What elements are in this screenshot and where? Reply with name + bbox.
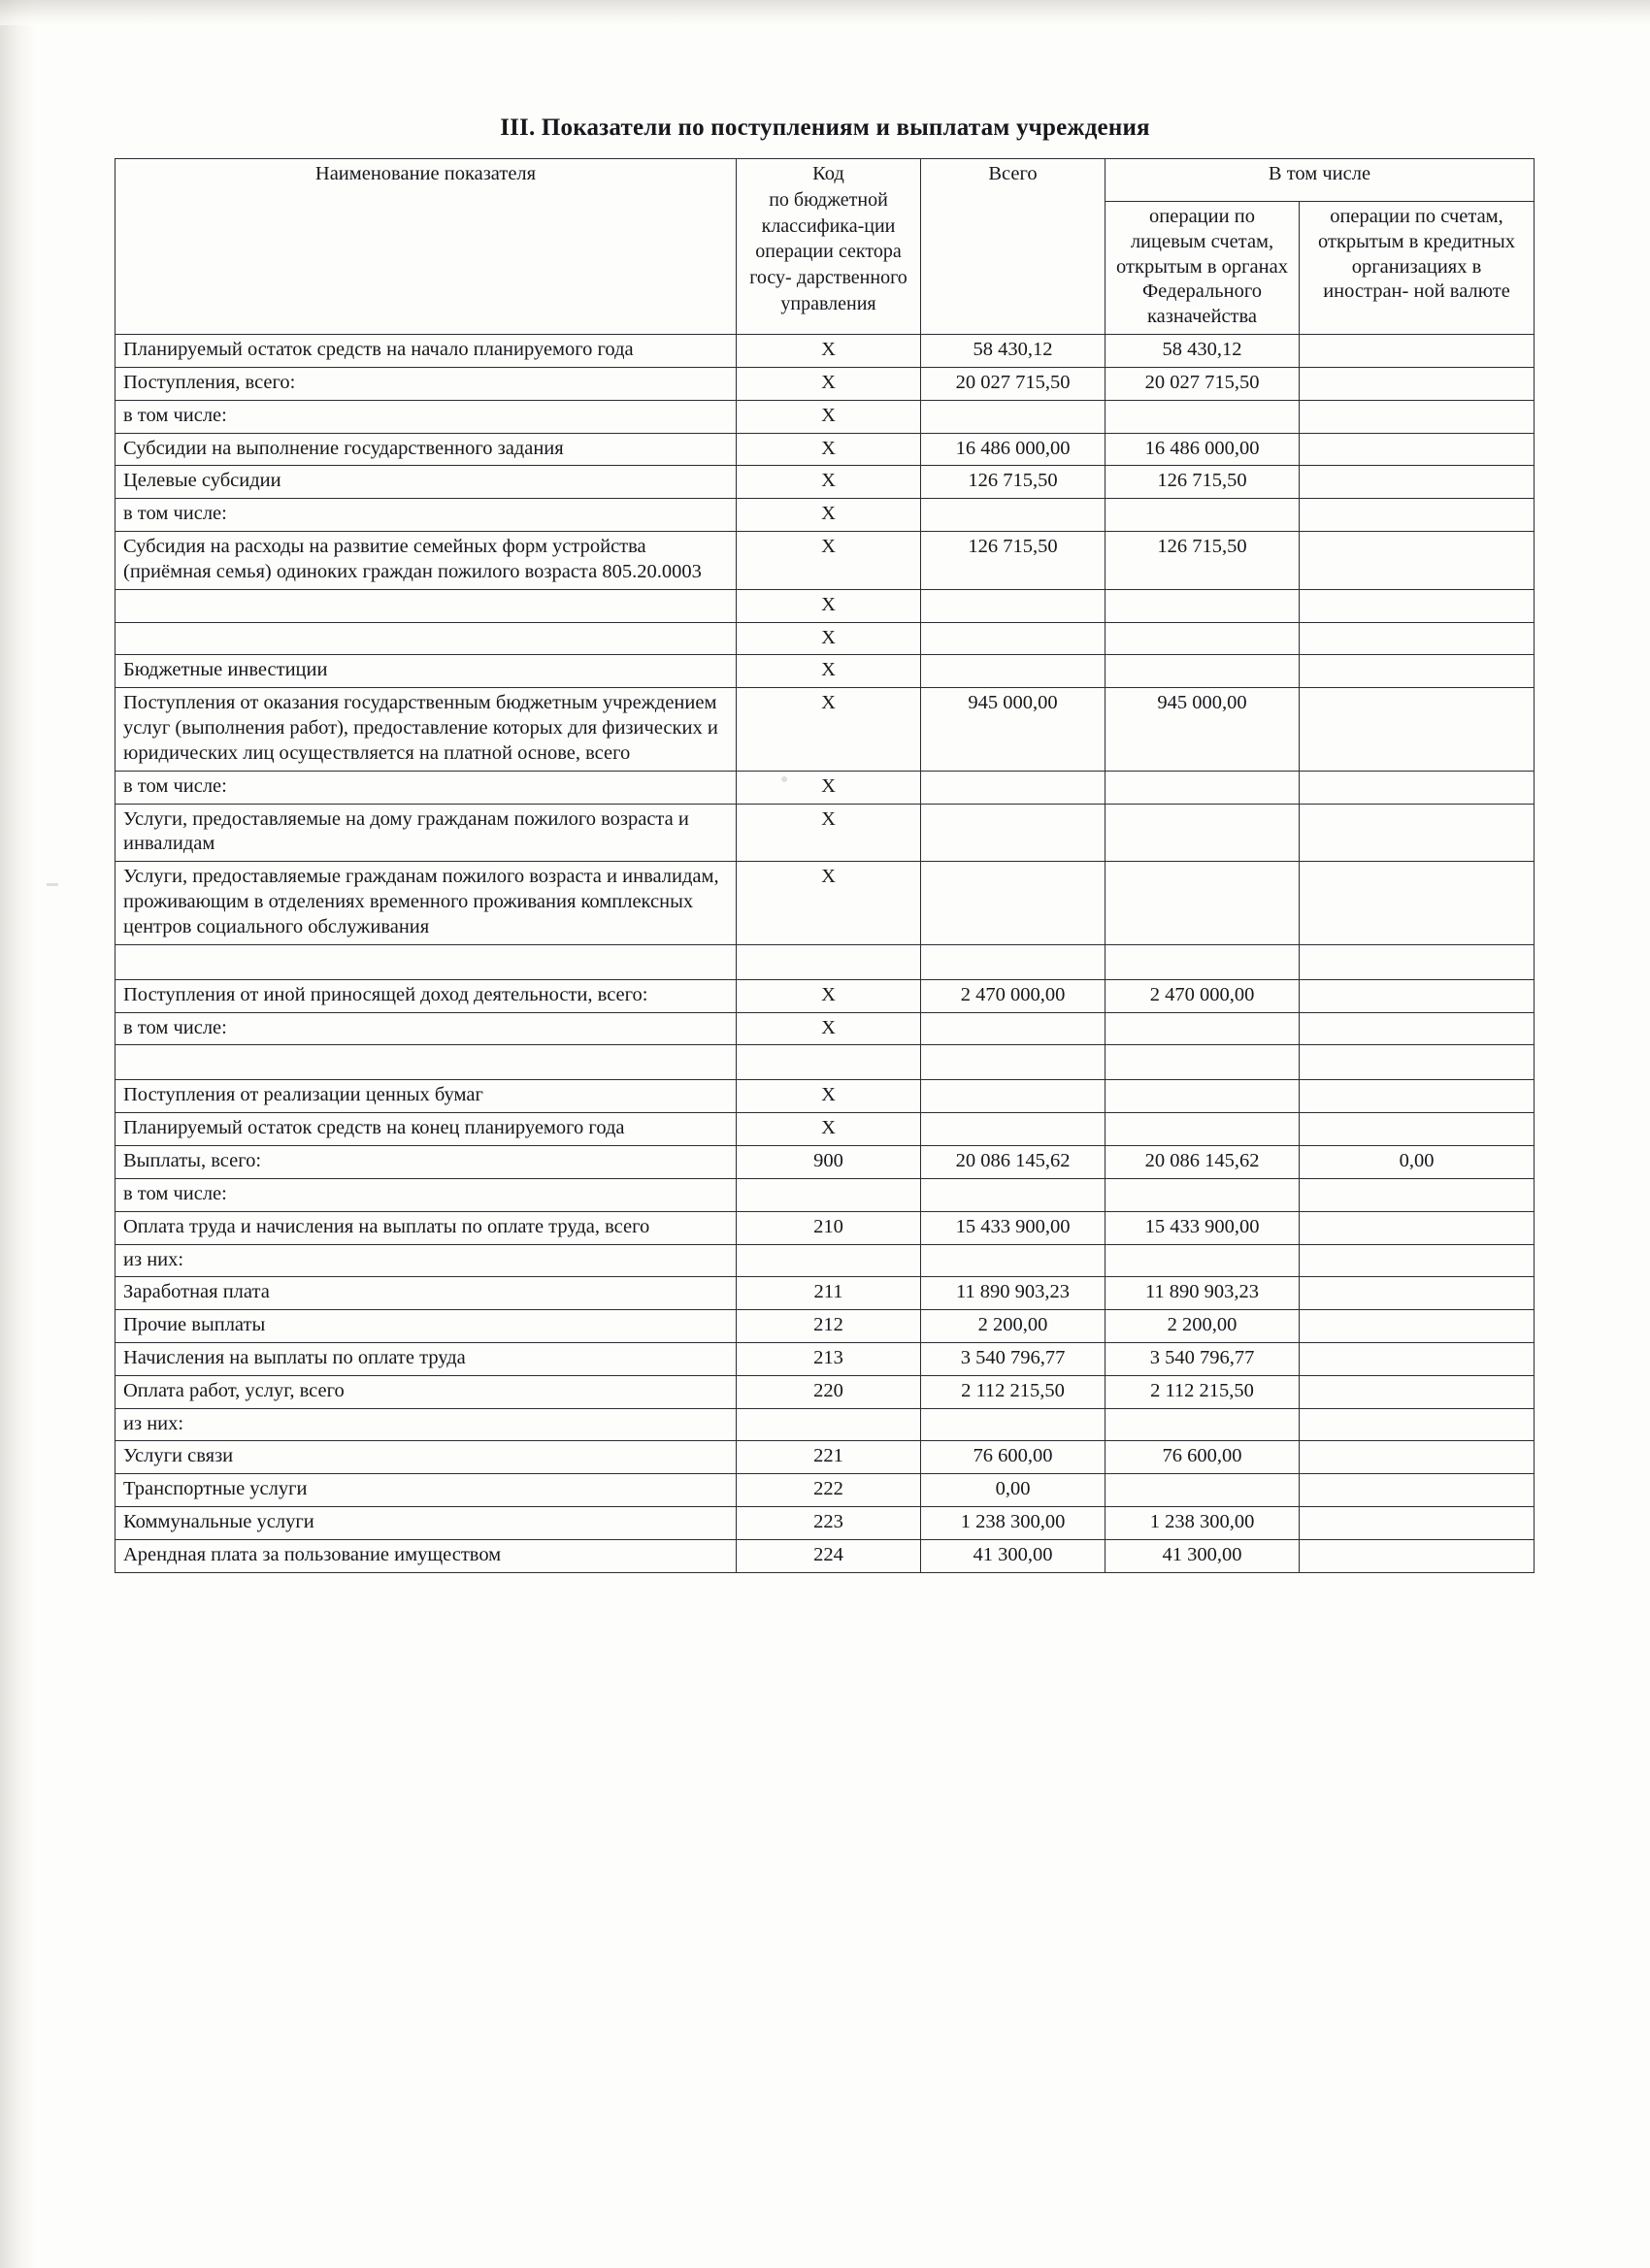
cell-total <box>921 622 1106 655</box>
cell-indicator-name: Поступления от оказания государственным бюджетным учреждением услуг (выполнения работ), предоставление которых для физических и юридических лиц осуществляется на платной основе, всего <box>116 688 737 771</box>
cell-treasury-accounts <box>1106 499 1300 532</box>
cell-total: 945 000,00 <box>921 688 1106 771</box>
cell-total <box>921 400 1106 433</box>
cell-total <box>921 862 1106 944</box>
cell-credit-accounts <box>1300 1012 1534 1045</box>
table-row <box>116 804 1534 862</box>
header-label-name: Наименование показателя <box>314 163 537 184</box>
cell-credit-accounts <box>1300 1375 1534 1408</box>
cell-credit-accounts <box>1300 1310 1534 1343</box>
cell-indicator-name: Услуги, предоставляемые на дому гражданам пожилого возраста и инвалидам <box>116 804 737 862</box>
cell-total: 20 086 145,62 <box>921 1146 1106 1179</box>
cell-indicator-name <box>116 944 737 979</box>
table-row <box>116 1277 1534 1310</box>
cell-total <box>921 499 1106 532</box>
cell-code: Х <box>737 1012 921 1045</box>
cell-code: Х <box>737 979 921 1012</box>
cell-treasury-accounts <box>1106 1113 1300 1146</box>
table-row <box>116 688 1534 771</box>
cell-credit-accounts: 0,00 <box>1300 1146 1534 1179</box>
cell-treasury-accounts: 16 486 000,00 <box>1106 433 1300 466</box>
cell-credit-accounts <box>1300 1244 1534 1277</box>
table-row <box>116 1310 1534 1343</box>
cell-total: 41 300,00 <box>921 1539 1106 1572</box>
cell-total: 76 600,00 <box>921 1441 1106 1474</box>
cell-total: 58 430,12 <box>921 335 1106 368</box>
header-label-code-sub-4: сектора госу- <box>749 241 902 289</box>
cell-code: Х <box>737 400 921 433</box>
table-row <box>116 466 1534 499</box>
cell-indicator-name: в том числе: <box>116 499 737 532</box>
cell-indicator-name <box>116 589 737 622</box>
header-cell-lic <box>1106 202 1300 335</box>
header-label-code: Код <box>812 163 844 184</box>
table-row <box>116 1507 1534 1540</box>
cell-credit-accounts <box>1300 335 1534 368</box>
header-label-lic-7: казначейства <box>1146 306 1258 328</box>
cell-credit-accounts <box>1300 655 1534 688</box>
cell-treasury-accounts: 3 540 796,77 <box>1106 1342 1300 1375</box>
cell-total <box>921 944 1106 979</box>
scan-speck <box>47 883 58 886</box>
cell-code: 212 <box>737 1310 921 1343</box>
cell-indicator-name: из них: <box>116 1244 737 1277</box>
table-row <box>116 499 1534 532</box>
cell-indicator-name: Целевые субсидии <box>116 466 737 499</box>
cell-indicator-name: Поступления от иной приносящей доход деятельности, всего: <box>116 979 737 1012</box>
table-body <box>116 335 1534 1573</box>
cell-total <box>921 771 1106 804</box>
header-label-lic-2: по лицевым <box>1130 206 1255 252</box>
cell-indicator-name: Услуги, предоставляемые гражданам пожилого возраста и инвалидам, проживающим в отделениях временного проживания комплексных центров социального обслуживания <box>116 862 737 944</box>
cell-credit-accounts <box>1300 1113 1534 1146</box>
header-label-code-sub-2: классифика-ции <box>761 214 896 237</box>
header-label-cred-7: ной валюте <box>1413 280 1510 303</box>
cell-credit-accounts <box>1300 944 1534 979</box>
cell-code: Х <box>737 771 921 804</box>
cell-indicator-name: Заработная плата <box>116 1277 737 1310</box>
financial-indicators-table <box>115 158 1534 1573</box>
cell-credit-accounts <box>1300 688 1534 771</box>
cell-total <box>921 1080 1106 1113</box>
cell-treasury-accounts <box>1106 1045 1300 1080</box>
cell-indicator-name: Поступления, всего: <box>116 367 737 400</box>
table-row <box>116 771 1534 804</box>
cell-credit-accounts <box>1300 1211 1534 1244</box>
cell-code: 210 <box>737 1211 921 1244</box>
cell-treasury-accounts: 76 600,00 <box>1106 1441 1300 1474</box>
header-cell-name <box>116 159 737 335</box>
cell-treasury-accounts <box>1106 944 1300 979</box>
cell-indicator-name: Транспортные услуги <box>116 1474 737 1507</box>
cell-credit-accounts <box>1300 400 1534 433</box>
cell-credit-accounts <box>1300 862 1534 944</box>
cell-indicator-name: в том числе: <box>116 1178 737 1211</box>
header-label-lic-5: в органах <box>1206 255 1288 278</box>
cell-total <box>921 589 1106 622</box>
cell-indicator-name: в том числе: <box>116 771 737 804</box>
table-row <box>116 1408 1534 1441</box>
cell-treasury-accounts: 20 086 145,62 <box>1106 1146 1300 1179</box>
cell-indicator-name: Оплата работ, услуг, всего <box>116 1375 737 1408</box>
header-label-lic-6: Федерального <box>1141 280 1263 303</box>
header-label-code-sub-1: по бюджетной <box>769 188 888 211</box>
cell-treasury-accounts: 20 027 715,50 <box>1106 367 1300 400</box>
cell-total: 1 238 300,00 <box>921 1507 1106 1540</box>
header-label-cred-3: открытым <box>1318 230 1404 252</box>
table-row <box>116 1539 1534 1572</box>
table-row <box>116 400 1534 433</box>
cell-treasury-accounts <box>1106 1080 1300 1113</box>
cell-indicator-name: Бюджетные инвестиции <box>116 655 737 688</box>
cell-code: Х <box>737 1113 921 1146</box>
cell-indicator-name: Прочие выплаты <box>116 1310 737 1343</box>
table-row <box>116 1441 1534 1474</box>
cell-credit-accounts <box>1300 1045 1534 1080</box>
table-row <box>116 1080 1534 1113</box>
header-cell-code <box>737 159 921 335</box>
cell-total: 3 540 796,77 <box>921 1342 1106 1375</box>
cell-code <box>737 1408 921 1441</box>
cell-treasury-accounts: 126 715,50 <box>1106 532 1300 590</box>
table-row <box>116 589 1534 622</box>
cell-treasury-accounts: 945 000,00 <box>1106 688 1300 771</box>
table-row <box>116 367 1534 400</box>
table-header <box>116 159 1534 335</box>
header-label-group: В том числе <box>1268 163 1371 184</box>
cell-credit-accounts <box>1300 367 1534 400</box>
header-label-cred-1: операции <box>1330 206 1410 227</box>
table-row <box>116 862 1534 944</box>
cell-indicator-name: Начисления на выплаты по оплате труда <box>116 1342 737 1375</box>
cell-total <box>921 1113 1106 1146</box>
table-row <box>116 1244 1534 1277</box>
cell-code: Х <box>737 532 921 590</box>
header-label-cred-2: по счетам, <box>1414 206 1503 227</box>
cell-treasury-accounts: 11 890 903,23 <box>1106 1277 1300 1310</box>
cell-code: Х <box>737 367 921 400</box>
cell-indicator-name: в том числе: <box>116 1012 737 1045</box>
cell-code: 211 <box>737 1277 921 1310</box>
cell-total: 2 112 215,50 <box>921 1375 1106 1408</box>
cell-credit-accounts <box>1300 771 1534 804</box>
table-row <box>116 1211 1534 1244</box>
cell-total: 11 890 903,23 <box>921 1277 1106 1310</box>
cell-code: 213 <box>737 1342 921 1375</box>
cell-treasury-accounts: 15 433 900,00 <box>1106 1211 1300 1244</box>
cell-code: 224 <box>737 1539 921 1572</box>
cell-indicator-name <box>116 1045 737 1080</box>
cell-total: 16 486 000,00 <box>921 433 1106 466</box>
cell-credit-accounts <box>1300 1539 1534 1572</box>
cell-indicator-name: в том числе: <box>116 400 737 433</box>
cell-treasury-accounts <box>1106 1474 1300 1507</box>
cell-code <box>737 1244 921 1277</box>
cell-total <box>921 1012 1106 1045</box>
header-label-code-sub-5: дарственного <box>796 267 908 289</box>
header-label-cred-4: в кредитных <box>1408 230 1515 252</box>
header-cell-total <box>921 159 1106 335</box>
cell-code <box>737 1178 921 1211</box>
header-label-code-sub-3: операции <box>755 241 834 263</box>
cell-indicator-name: Услуги связи <box>116 1441 737 1474</box>
cell-total <box>921 1045 1106 1080</box>
cell-total: 126 715,50 <box>921 532 1106 590</box>
cell-code: Х <box>737 655 921 688</box>
scan-edge-left <box>0 0 35 2268</box>
cell-credit-accounts <box>1300 1080 1534 1113</box>
cell-code: 223 <box>737 1507 921 1540</box>
cell-code <box>737 944 921 979</box>
cell-indicator-name <box>116 622 737 655</box>
cell-credit-accounts <box>1300 1474 1534 1507</box>
cell-credit-accounts <box>1300 433 1534 466</box>
table-row <box>116 1113 1534 1146</box>
cell-treasury-accounts <box>1106 400 1300 433</box>
cell-credit-accounts <box>1300 532 1534 590</box>
table-row <box>116 335 1534 368</box>
cell-credit-accounts <box>1300 499 1534 532</box>
cell-credit-accounts <box>1300 589 1534 622</box>
cell-code: 900 <box>737 1146 921 1179</box>
table-row <box>116 1342 1534 1375</box>
cell-credit-accounts <box>1300 466 1534 499</box>
cell-credit-accounts <box>1300 979 1534 1012</box>
cell-indicator-name: Выплаты, всего: <box>116 1146 737 1179</box>
table-row <box>116 1178 1534 1211</box>
cell-code: Х <box>737 499 921 532</box>
cell-code: Х <box>737 804 921 862</box>
cell-credit-accounts <box>1300 622 1534 655</box>
cell-indicator-name: Субсидии на выполнение государственного задания <box>116 433 737 466</box>
cell-code: Х <box>737 589 921 622</box>
header-cell-group <box>1106 159 1534 202</box>
cell-indicator-name: Арендная плата за пользование имуществом <box>116 1539 737 1572</box>
table-row <box>116 1474 1534 1507</box>
cell-treasury-accounts <box>1106 655 1300 688</box>
table-row <box>116 1045 1534 1080</box>
cell-treasury-accounts: 1 238 300,00 <box>1106 1507 1300 1540</box>
page-title: III. Показатели по поступлениям и выплатам учреждения <box>500 115 1150 141</box>
cell-indicator-name: Планируемый остаток средств на начало планируемого года <box>116 335 737 368</box>
cell-total: 15 433 900,00 <box>921 1211 1106 1244</box>
table-row <box>116 433 1534 466</box>
table-row <box>116 1146 1534 1179</box>
cell-total: 0,00 <box>921 1474 1106 1507</box>
cell-indicator-name: Субсидия на расходы на развитие семейных форм устройства (приёмная семья) одиноких граждан пожилого возраста 805.20.0003 <box>116 532 737 590</box>
cell-treasury-accounts <box>1106 1178 1300 1211</box>
cell-treasury-accounts: 126 715,50 <box>1106 466 1300 499</box>
scan-edge-top <box>0 0 1650 25</box>
cell-total: 126 715,50 <box>921 466 1106 499</box>
header-label-cred-5: организациях <box>1351 255 1468 278</box>
cell-credit-accounts <box>1300 1507 1534 1540</box>
cell-total: 2 200,00 <box>921 1310 1106 1343</box>
cell-treasury-accounts: 2 470 000,00 <box>1106 979 1300 1012</box>
table-row <box>116 622 1534 655</box>
cell-treasury-accounts <box>1106 1012 1300 1045</box>
header-label-lic-3: счетам, <box>1210 230 1274 252</box>
table-header-row-1 <box>116 159 1534 202</box>
cell-treasury-accounts <box>1106 804 1300 862</box>
cell-total <box>921 804 1106 862</box>
cell-credit-accounts <box>1300 1408 1534 1441</box>
cell-treasury-accounts <box>1106 771 1300 804</box>
table-row <box>116 1012 1534 1045</box>
cell-treasury-accounts: 2 112 215,50 <box>1106 1375 1300 1408</box>
cell-code: Х <box>737 466 921 499</box>
header-label-lic-4: открытым <box>1116 255 1203 278</box>
cell-code <box>737 1045 921 1080</box>
header-cell-cred <box>1300 202 1534 335</box>
cell-treasury-accounts <box>1106 1244 1300 1277</box>
header-label-code-sub-6: управления <box>780 293 876 315</box>
cell-indicator-name: Оплата труда и начисления на выплаты по оплате труда, всего <box>116 1211 737 1244</box>
cell-indicator-name: Коммунальные услуги <box>116 1507 737 1540</box>
cell-credit-accounts <box>1300 1441 1534 1474</box>
table-row <box>116 944 1534 979</box>
cell-indicator-name: из них: <box>116 1408 737 1441</box>
cell-treasury-accounts <box>1106 622 1300 655</box>
header-label-lic-1: операции <box>1149 206 1230 227</box>
cell-code: Х <box>737 1080 921 1113</box>
cell-total: 2 470 000,00 <box>921 979 1106 1012</box>
cell-credit-accounts <box>1300 1342 1534 1375</box>
cell-treasury-accounts: 41 300,00 <box>1106 1539 1300 1572</box>
table-row <box>116 532 1534 590</box>
cell-indicator-name: Планируемый остаток средств на конец планируемого года <box>116 1113 737 1146</box>
cell-treasury-accounts: 58 430,12 <box>1106 335 1300 368</box>
cell-total <box>921 1408 1106 1441</box>
cell-code: Х <box>737 335 921 368</box>
cell-code: Х <box>737 622 921 655</box>
cell-code: Х <box>737 862 921 944</box>
cell-credit-accounts <box>1300 804 1534 862</box>
cell-total <box>921 1244 1106 1277</box>
cell-treasury-accounts: 2 200,00 <box>1106 1310 1300 1343</box>
cell-credit-accounts <box>1300 1277 1534 1310</box>
cell-total <box>921 655 1106 688</box>
table-row <box>116 979 1534 1012</box>
table-row <box>116 1375 1534 1408</box>
cell-code: 220 <box>737 1375 921 1408</box>
cell-code: Х <box>737 433 921 466</box>
cell-treasury-accounts <box>1106 862 1300 944</box>
table-row <box>116 655 1534 688</box>
cell-total <box>921 1178 1106 1211</box>
cell-treasury-accounts <box>1106 1408 1300 1441</box>
cell-treasury-accounts <box>1106 589 1300 622</box>
cell-code: Х <box>737 688 921 771</box>
cell-code: 222 <box>737 1474 921 1507</box>
header-label-total: Всего <box>988 163 1038 184</box>
cell-credit-accounts <box>1300 1178 1534 1211</box>
cell-total: 20 027 715,50 <box>921 367 1106 400</box>
header-label-cred-6: в иностран- <box>1323 255 1482 303</box>
cell-indicator-name: Поступления от реализации ценных бумаг <box>116 1080 737 1113</box>
cell-code: 221 <box>737 1441 921 1474</box>
